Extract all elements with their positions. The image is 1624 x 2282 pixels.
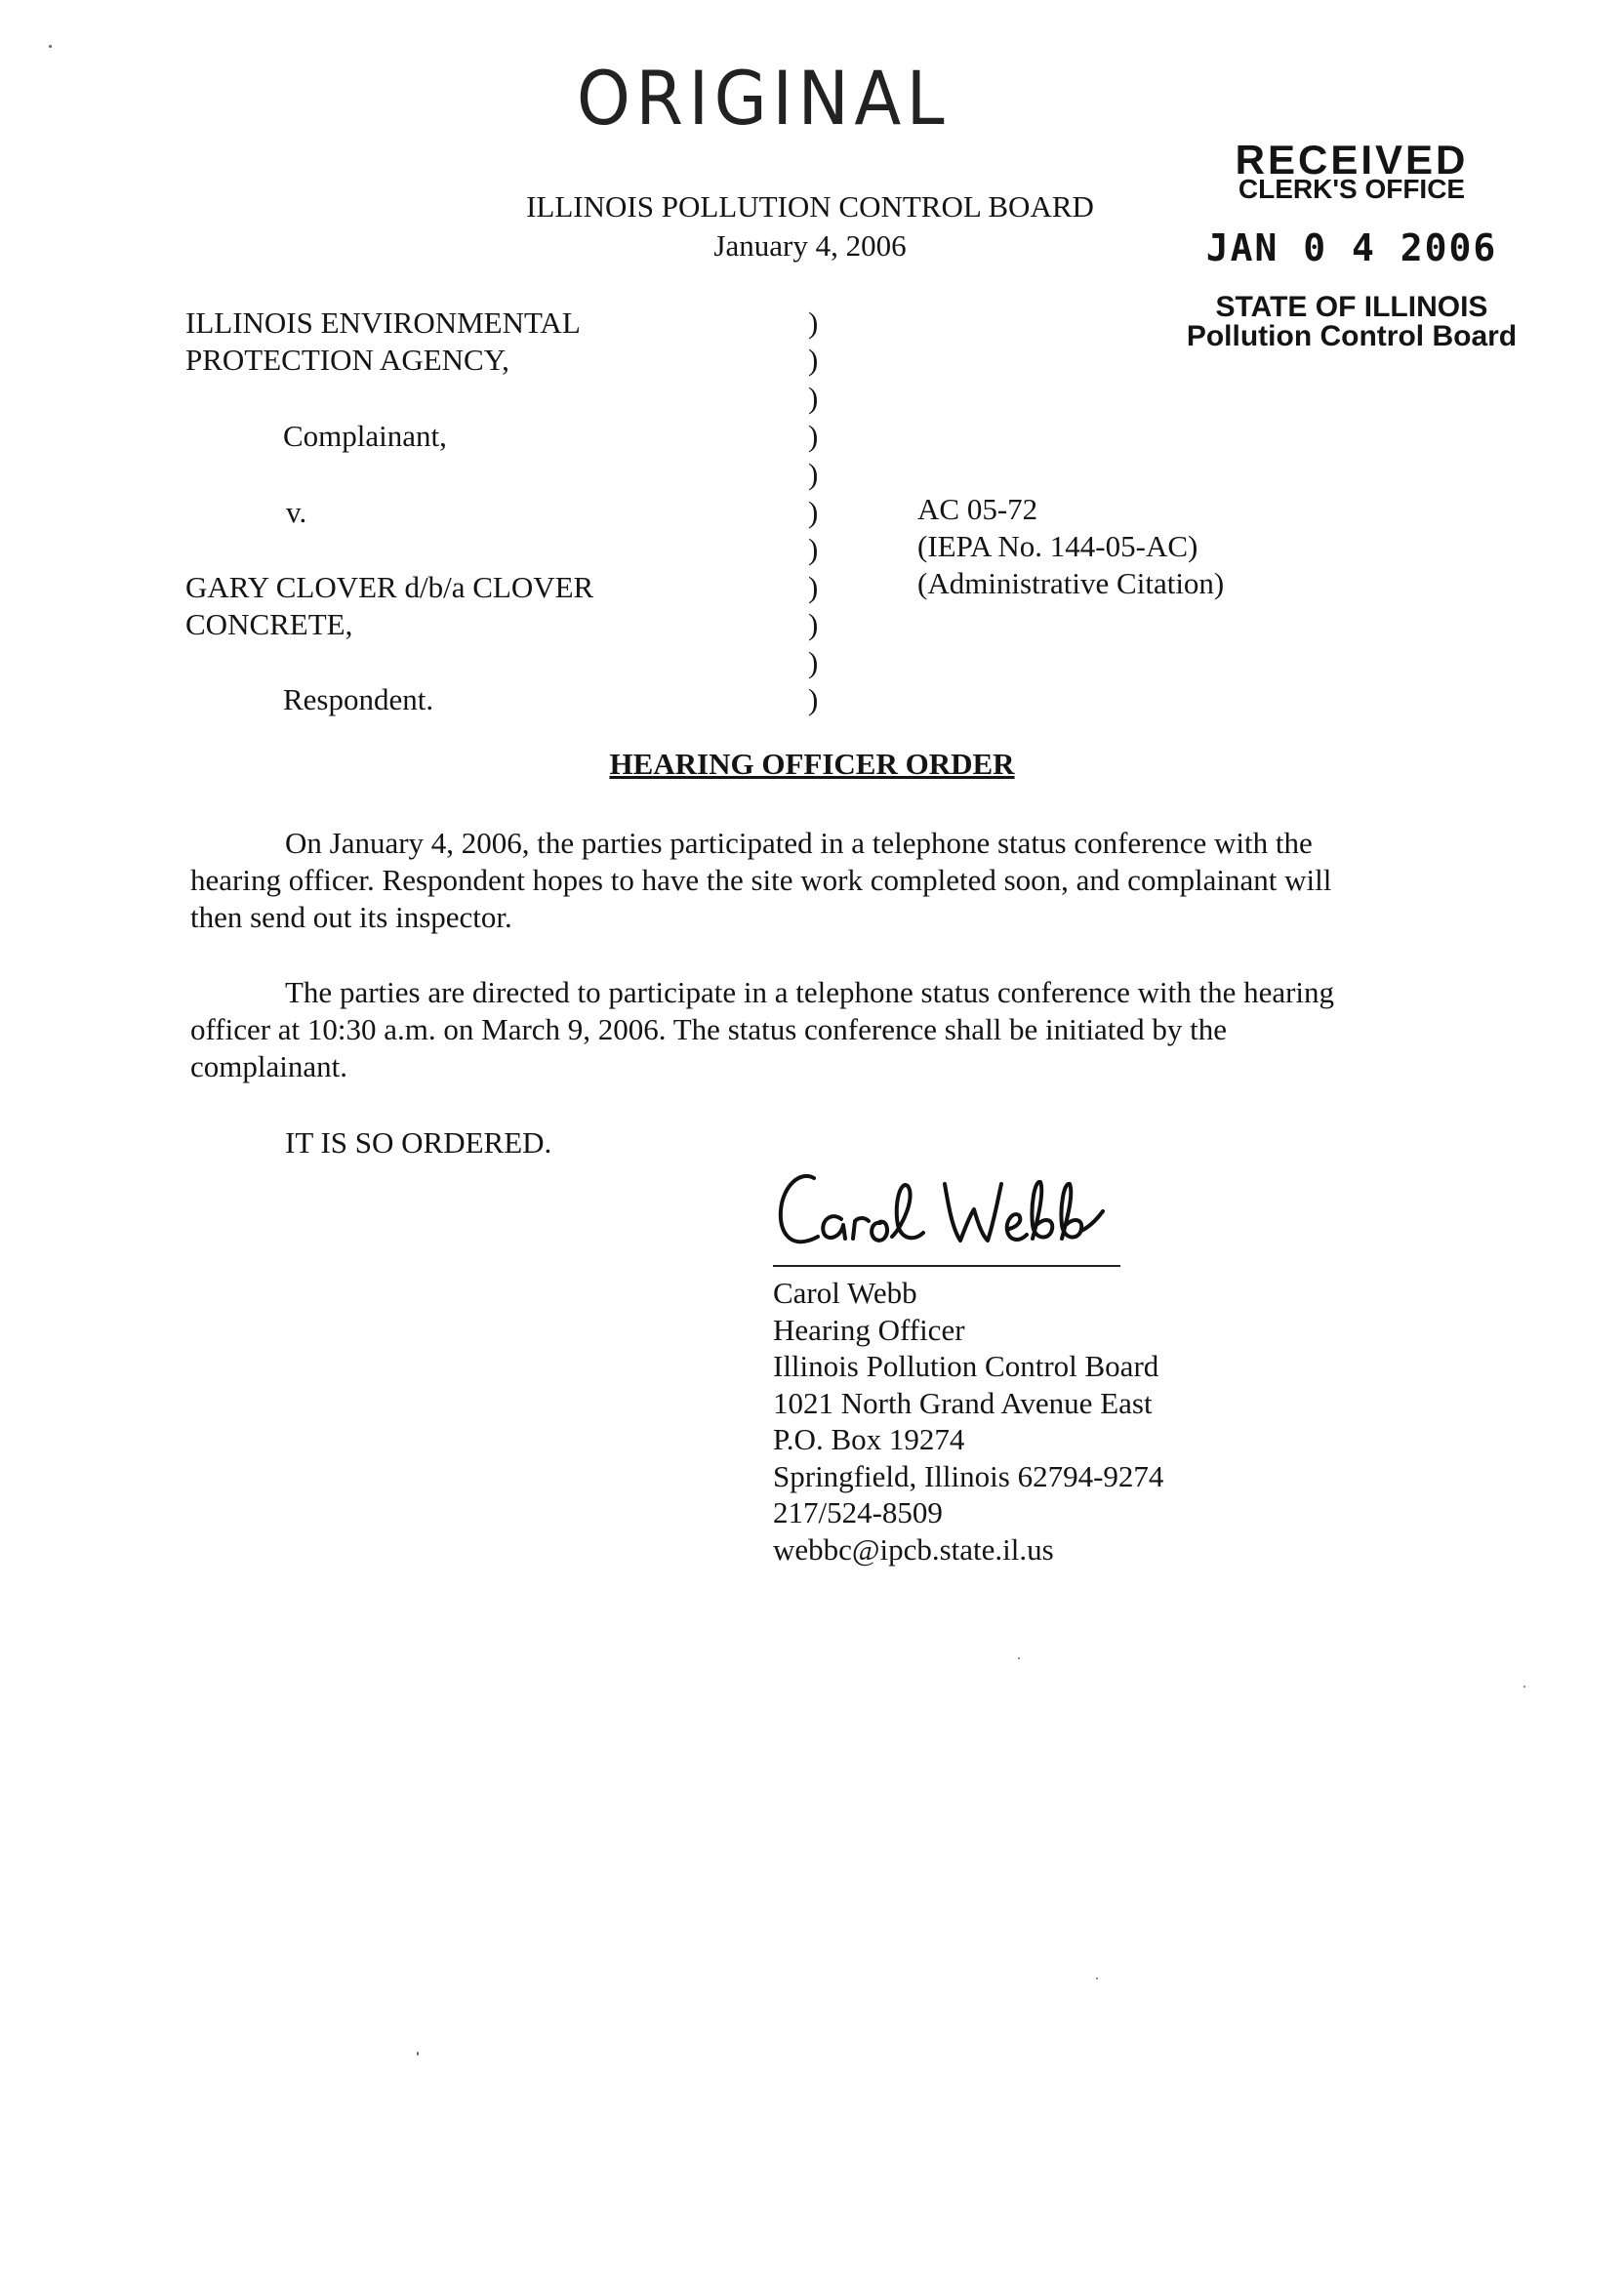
caption-bracket: ) [808, 457, 819, 491]
pollution-board-label: Pollution Control Board [1186, 320, 1518, 352]
signature-block [773, 1275, 1163, 1568]
iepa-number: (IEPA No. 144-05-AC) [917, 529, 1198, 563]
signer-organization: Illinois Pollution Control Board [773, 1349, 1159, 1383]
signer-phone: 217/524-8509 [773, 1495, 943, 1529]
caption-bracket: ) [808, 645, 819, 679]
respondent-name-line2: CONCRETE, [185, 607, 353, 641]
respondent-name-line1: GARY CLOVER d/b/a CLOVER [185, 570, 594, 604]
paragraph-2-line-1: The parties are directed to participate in a telephone status conference with the hearing [285, 975, 1335, 1009]
received-label: RECEIVED [1235, 137, 1469, 183]
paragraph-1-line-1: On January 4, 2006, the parties participated in a telephone status conference with the [285, 826, 1313, 860]
board-name: ILLINOIS POLLUTION CONTROL BOARD [526, 189, 1094, 224]
case-number: AC 05-72 [917, 492, 1038, 526]
paragraph-2-line-3: complainant. [190, 1049, 347, 1083]
caption-bracket: ) [808, 607, 819, 641]
document-date: January 4, 2006 [713, 228, 907, 263]
caption-bracket: ) [808, 419, 819, 453]
respondent-role: Respondent. [283, 682, 434, 716]
versus: v. [286, 495, 307, 529]
signer-street-address: 1021 North Grand Avenue East [773, 1385, 1153, 1420]
closing-statement: IT IS SO ORDERED. [285, 1125, 552, 1160]
scan-speck [1018, 1657, 1020, 1659]
caption-bracket: ) [808, 306, 819, 340]
complainant-name-line1: ILLINOIS ENVIRONMENTAL [185, 306, 581, 340]
signer-city: Springfield, Illinois 62794-9274 [773, 1458, 1164, 1493]
scan-speck [1523, 1686, 1525, 1688]
received-date: JAN 0 4 2006 [1205, 226, 1498, 269]
caption-bracket: ) [808, 682, 819, 716]
paragraph-2-line-2: officer at 10:30 a.m. on March 9, 2006. The status conference shall be initiated by the [190, 1012, 1228, 1046]
citation-type: (Administrative Citation) [917, 566, 1225, 600]
caption-bracket: ) [808, 495, 819, 529]
caption-bracket: ) [808, 532, 819, 566]
signer-email: webbc@ipcb.state.il.us [773, 1531, 1054, 1567]
caption-bracket: ) [808, 570, 819, 604]
caption-bracket: ) [808, 343, 819, 377]
original-stamp: ORIGINAL [576, 55, 951, 142]
state-label: STATE OF ILLINOIS [1215, 291, 1488, 323]
paragraph-1-line-2: hearing officer. Respondent hopes to have the site work completed soon, and complainant will [190, 863, 1332, 897]
handwritten-signature [771, 1157, 1122, 1264]
signer-title: Hearing Officer [773, 1312, 965, 1347]
caption-bracket: ) [808, 381, 819, 415]
scan-speck [49, 45, 52, 48]
signer-po-box: P.O. Box 19274 [773, 1422, 965, 1456]
complainant-role: Complainant, [283, 419, 447, 453]
scan-speck [417, 2052, 419, 2056]
scan-speck [1096, 1977, 1098, 1979]
paragraph-1-line-3: then send out its inspector. [190, 900, 512, 934]
clerks-office-label: CLERK'S OFFICE [1238, 174, 1466, 204]
signature-line [773, 1265, 1120, 1267]
complainant-name-line2: PROTECTION AGENCY, [185, 343, 509, 377]
order-title: HEARING OFFICER ORDER [609, 747, 1015, 781]
signer-name: Carol Webb [773, 1276, 917, 1310]
